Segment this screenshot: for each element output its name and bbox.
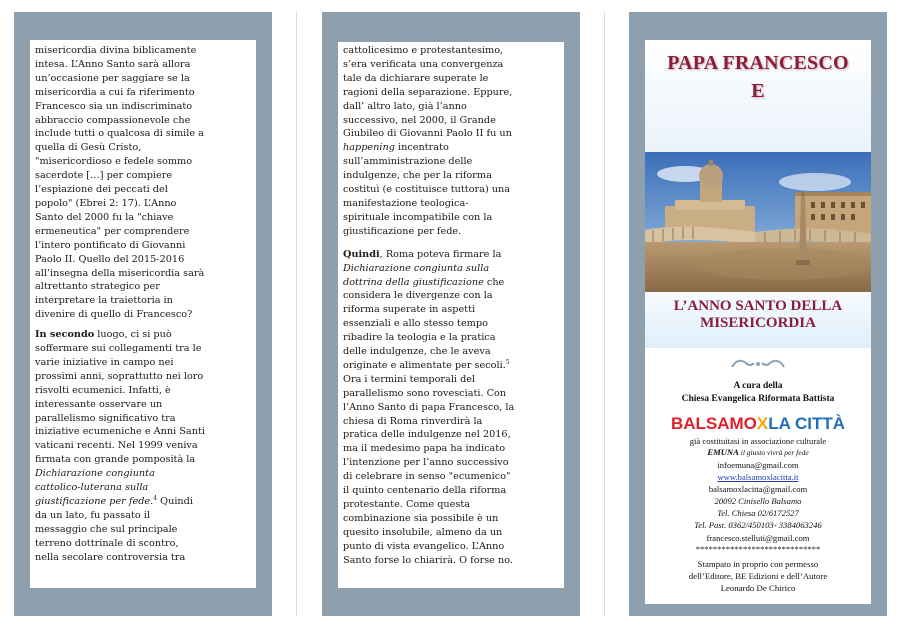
star-divider: ***************************** xyxy=(695,544,821,554)
bold-lead: Quindi xyxy=(343,248,380,260)
text-run: incentrato sull’amministrazione delle indulgenze, che per la riforma costituì (e costituisce tuttora) una manifestazione teologica- spirituale incompatibile con la giustificazione per fede. xyxy=(343,142,511,237)
st-peters-square-illustration xyxy=(645,152,871,292)
email-balsamo[interactable]: balsamoxlacitta@gmail.com xyxy=(708,484,808,494)
logo-text-right: LA CITTÀ xyxy=(768,414,846,433)
footnote-ref: 4 xyxy=(153,495,158,502)
st-peters-square-photo xyxy=(645,152,871,292)
fold-line-left xyxy=(296,12,297,616)
cover-title-line-1: PAPA FRANCESCO xyxy=(667,52,849,74)
pastor-phone: Tel. Past. 0362/450103- 3384063246 xyxy=(694,520,822,530)
bold-lead: In secondo xyxy=(35,329,95,341)
emuna-motto: il giusto vivrà per fede xyxy=(738,448,809,457)
cover-title-line-2: E xyxy=(751,80,765,102)
text-run: Quindi da un lato, fu passato il messaggio che sul principale terreno dottrinale di scontro, nella secolare controversia tra xyxy=(35,496,193,563)
panel-page xyxy=(338,42,564,588)
cover-page xyxy=(645,40,871,604)
text-column-1 xyxy=(30,40,256,565)
italic-title: Dichiarazione congiunta sulla dottrina della giustificazione xyxy=(343,262,490,288)
paragraph xyxy=(35,328,256,564)
text-run: che considera le divergenze con la riforma superate in aspetti essenziali e allo stesso tempo ribadire la teologia e la pratica delle indulgenze, che le aveva originate e alimentate per secoli. xyxy=(343,276,506,371)
print-notice-line-1: Stampato in proprio con permesso xyxy=(697,559,819,569)
text-run: cattolicesimo e protestantesimo, s’era verificata una convergenza tale da dichiarare superate le ragioni della separazione. Eppure, dall’ altro lato, già l’anno successivo, nel 2000, il Grande Giubileo di Giovanni Paolo II fu un xyxy=(343,45,513,140)
email-pastor[interactable]: francesco.stelluti@gmail.com xyxy=(706,533,810,543)
church-phone: Tel. Chiesa 02/6172527 xyxy=(717,508,799,518)
brochure-cover-panel xyxy=(629,12,887,616)
ornament-flourish-icon xyxy=(645,356,871,375)
emuna-name: EMUNA xyxy=(707,447,739,457)
italic-word: happening xyxy=(343,142,395,154)
curated-by-label: A cura della xyxy=(733,381,783,391)
logo-x-mark: X xyxy=(756,414,769,433)
print-notice-line-2: dell’Editore, BE Edizioni e dell’Autore xyxy=(688,571,828,581)
address: 20092 Cinisello Balsamo xyxy=(714,496,802,506)
fold-line-right xyxy=(604,12,605,616)
emuna-line xyxy=(645,447,871,457)
paragraph: misericordia divina biblicamente intesa. L’Anno Santo sarà allora un’occasione per saggiare se la misericordia a cui fa riferimento Francesco sia un indiscriminato abbraccio compassionevole che include tutti o qualcosa di simile a quella di Gesù Cristo, "misericordioso e fedele sommo sacerdote […] per compiere l’espiazione dei peccati del popolo" (Ebrei 2: 17). L’Anno Santo del 2000 fu la "chiave ermeneutica" per comprendere l’intero pontificato di Giovanni Paolo II. Quello del 2015-2016 all’insegna della misericordia sarà altrettanto strategico per interpretare la traiettoria in divenire di quello di Francesco? xyxy=(35,45,205,321)
church-name: Chiesa Evangelica Riformata Battista xyxy=(681,394,835,404)
balsamo-x-la-citta-logo xyxy=(645,414,871,434)
cover-subtitle: L’ANNO SANTO DELLA MISERICORDIA xyxy=(673,298,843,331)
logo-text-left: BALSAMO xyxy=(670,414,757,433)
brochure-panel-middle xyxy=(322,12,580,616)
paragraph xyxy=(343,44,564,239)
text-run: Ora i termini temporali del parallelismo sono rovesciati. Con l’Anno Santo di papa Francesco, la chiesa di Roma rinverdirà la pratica delle indulgenze nel 2016, ma il medesimo papa ha indicato l’intenzione per l’anno successivo di celebrare in senso "ecumenico" il quinto centenario della riforma protestante. Come questa combinazione sia possibile è un quesito insolubile, almeno da un punto di vista evangelico. L’Anno Santo forse lo chiarirà. O forse no. xyxy=(343,373,515,566)
italic-title: Dichiarazione congiunta cattolico-luterana sulla giustificazione per fede. xyxy=(35,468,155,507)
print-notice-author: Leonardo De Chirico xyxy=(720,583,796,593)
paragraph xyxy=(343,248,564,568)
brochure-panel-left xyxy=(14,12,272,616)
text-run: , Roma poteva firmare la xyxy=(379,248,502,260)
association-note: già costituitasi in associazione culturale xyxy=(689,436,827,446)
text-column-2 xyxy=(338,42,564,568)
text-run: luogo, ci si può soffermare sui collegamenti tra le varie iniziative in campo nei prossimi anni, soprattutto nei loro risvolti ecumenici. Infatti, è interessante osservare un parallelismo significativo tra iniziative ecumeniche e Anni Santi vaticani recenti. Nel 1999 veniva firmata con grande pomposità la xyxy=(35,329,205,466)
panel-page xyxy=(30,40,256,588)
email-info[interactable]: infoemuna@gmail.com xyxy=(717,460,799,470)
footnote-ref: 5 xyxy=(505,358,510,366)
website-link[interactable]: www.balsamoxlacitta.it xyxy=(717,472,799,482)
